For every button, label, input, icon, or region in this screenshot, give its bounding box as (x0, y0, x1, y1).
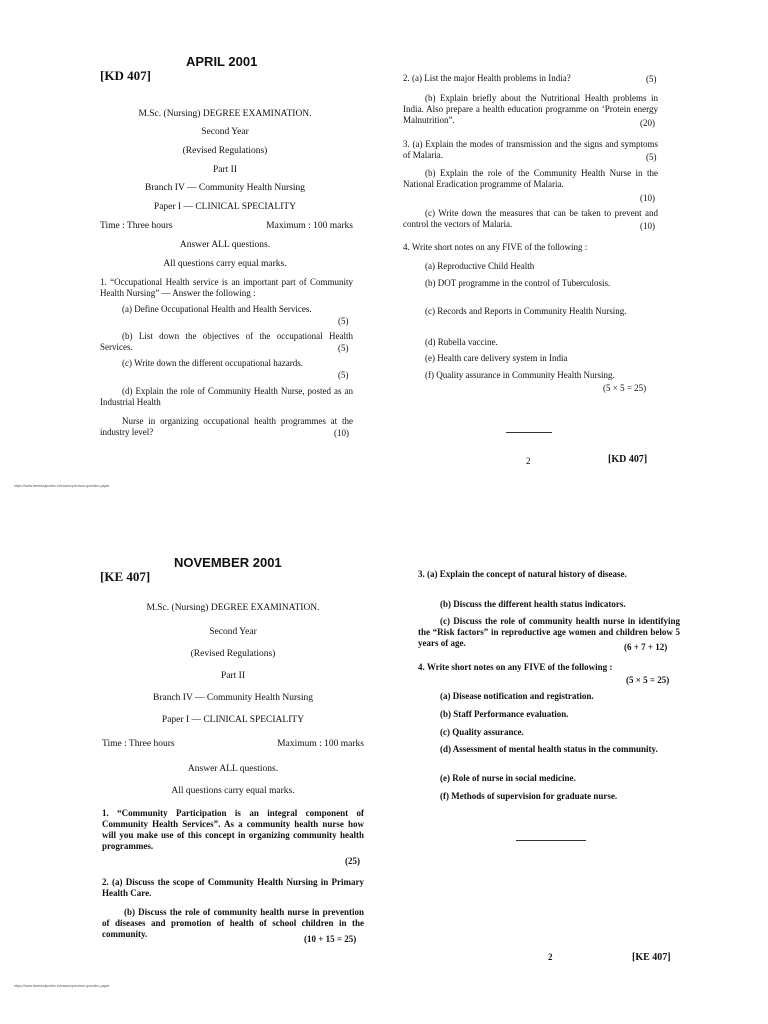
exam-month-title: APRIL 2001 (186, 54, 258, 69)
max-marks-label: Maximum : 100 marks (277, 739, 364, 749)
part-label: Part II (220, 671, 245, 681)
question-4e: (e) Role of nurse in social medicine. (440, 773, 576, 783)
regulations-label: (Revised Regulations) (182, 146, 268, 156)
degree-title: M.Sc. (Nursing) DEGREE EXAMINATION. (146, 603, 320, 613)
question-3a-marks: (5) (646, 152, 657, 162)
question-1-intro: 1. “Occupational Health service is an important part of Community Health Nursing” — Answer the following : (100, 277, 353, 298)
question-4f: (f) Quality assurance in Community Health Nursing. (425, 370, 615, 380)
year-label: Second Year (209, 627, 257, 637)
question-1b-marks: (5) (338, 343, 349, 353)
question-4a: (a) Reproductive Child Health (425, 261, 535, 271)
question-4-intro: 4. Write short notes on any FIVE of the following : (403, 242, 588, 252)
question-2b-marks: (20) (640, 118, 655, 128)
question-3a: 3. (a) Explain the concept of natural history of disease. (418, 569, 627, 579)
watermark-url: https://www.freestudynotes.in/exams/previous-question-paper (14, 984, 110, 988)
question-4-intro: 4. Write short notes on any FIVE of the following : (418, 662, 613, 672)
question-2a: 2. (a) List the major Health problems in India? (403, 73, 571, 83)
page-number: 2 (526, 456, 531, 466)
part-label: Part II (212, 165, 237, 175)
question-2b: (b) Explain briefly about the Nutritional Health problems in India. Also prepare a health education programme on ‘Protein energy Malnutrition”. (403, 93, 658, 125)
question-2b: (b) Discuss the role of community health nurse in prevention of diseases and promotion of health of school children in the community. (102, 907, 364, 939)
question-1c-marks: (5) (338, 370, 349, 380)
question-4a: (a) Disease notification and registration. (440, 691, 594, 701)
time-label: Time : Three hours (102, 739, 175, 749)
page-number: 2 (548, 952, 553, 962)
question-4-marks: (5 × 5 = 25) (603, 383, 647, 393)
question-4c: (c) Records and Reports in Community Health Nursing. (425, 306, 627, 316)
question-4d: (d) Assessment of mental health status in the community. (440, 744, 658, 754)
question-3a: 3. (a) Explain the modes of transmission and the signs and symptoms of Malaria. (403, 139, 658, 160)
question-3c: (c) Discuss the role of community health nurse in identifying the “Risk factors” in reproductive age women and children below 5 years of age. (418, 616, 680, 648)
question-text: (a) Define Occupational Health and Health Services. (122, 304, 312, 314)
degree-title: M.Sc. (Nursing) DEGREE EXAMINATION. (138, 109, 312, 119)
exam-month-title: NOVEMBER 2001 (174, 555, 282, 570)
instructions-answer-all: Answer ALL questions. (187, 764, 279, 774)
question-1-marks: (25) (345, 856, 360, 866)
paper-code: [KD 407] (100, 68, 151, 83)
paper-label: Paper I — CLINICAL SPECIALITY (161, 715, 305, 725)
question-3b: (b) Explain the role of the Community Health Nurse in the National Eradication programme of Malaria. (403, 168, 658, 189)
question-1a (100, 304, 353, 315)
question-1a-marks: (5) (338, 316, 349, 326)
watermark-url: https://www.freestudynotes.in/exams/previous-question-paper (14, 484, 110, 488)
instructions-equal-marks: All questions carry equal marks. (171, 786, 295, 796)
question-1d-continued: Nurse in organizing occupational health programmes at the industry level? (100, 416, 353, 437)
question-1c: (c) Write down the different occupational hazards. (122, 358, 303, 368)
question-4f: (f) Methods of supervision for graduate nurse. (440, 791, 618, 801)
question-1b: (b) List down the objectives of the occupational Health Services. (100, 331, 353, 352)
question-3b: (b) Discuss the different health status indicators. (440, 599, 626, 609)
branch-label: Branch IV — Community Health Nursing (153, 693, 313, 703)
question-4c: (c) Quality assurance. (440, 727, 524, 737)
end-rule (516, 840, 586, 841)
time-label: Time : Three hours (100, 221, 173, 231)
instructions-equal-marks: All questions carry equal marks. (163, 259, 287, 269)
question-1d: (d) Explain the role of Community Health Nurse, posted as an Industrial Health (100, 386, 353, 407)
question-3c-marks: (10) (640, 221, 655, 231)
time-marks-row (102, 738, 364, 750)
question-4e: (e) Health care delivery system in India (425, 353, 568, 363)
question-2a-marks: (5) (646, 74, 657, 84)
question-4b: (b) Staff Performance evaluation. (440, 709, 569, 719)
instructions-answer-all: Answer ALL questions. (179, 240, 271, 250)
question-4b: (b) DOT programme in the control of Tuberculosis. (425, 278, 611, 288)
question-2a: 2. (a) Discuss the scope of Community Health Nursing in Primary Health Care. (102, 877, 364, 898)
question-4d: (d) Rubella vaccine. (425, 337, 498, 347)
question-1: 1. “Community Participation is an integral component of Community Health Services”. As a community health nurse how will you make use of this concept in organizing community health programmes. (102, 808, 364, 851)
question-3-marks: (6 + 7 + 12) (620, 641, 667, 653)
paper-label: Paper I — CLINICAL SPECIALITY (153, 202, 297, 212)
end-rule (506, 432, 552, 433)
question-3b-marks: (10) (640, 193, 655, 203)
year-label: Second Year (201, 127, 249, 137)
time-marks-row (100, 220, 353, 232)
max-marks-label: Maximum : 100 marks (266, 221, 353, 231)
paper-code: [KE 407] (100, 569, 151, 584)
question-4-marks: (5 × 5 = 25) (626, 675, 670, 685)
question-2-marks: (10 + 15 = 25) (300, 933, 356, 945)
regulations-label: (Revised Regulations) (190, 649, 276, 659)
footer-paper-code: [KD 407] (608, 454, 648, 465)
branch-label: Branch IV — Community Health Nursing (145, 183, 305, 193)
footer-paper-code: [KE 407] (632, 952, 671, 963)
question-1d-marks: (10) (334, 428, 349, 438)
question-3c: (c) Write down the measures that can be taken to prevent and control the vectors of Malaria. (403, 208, 658, 229)
